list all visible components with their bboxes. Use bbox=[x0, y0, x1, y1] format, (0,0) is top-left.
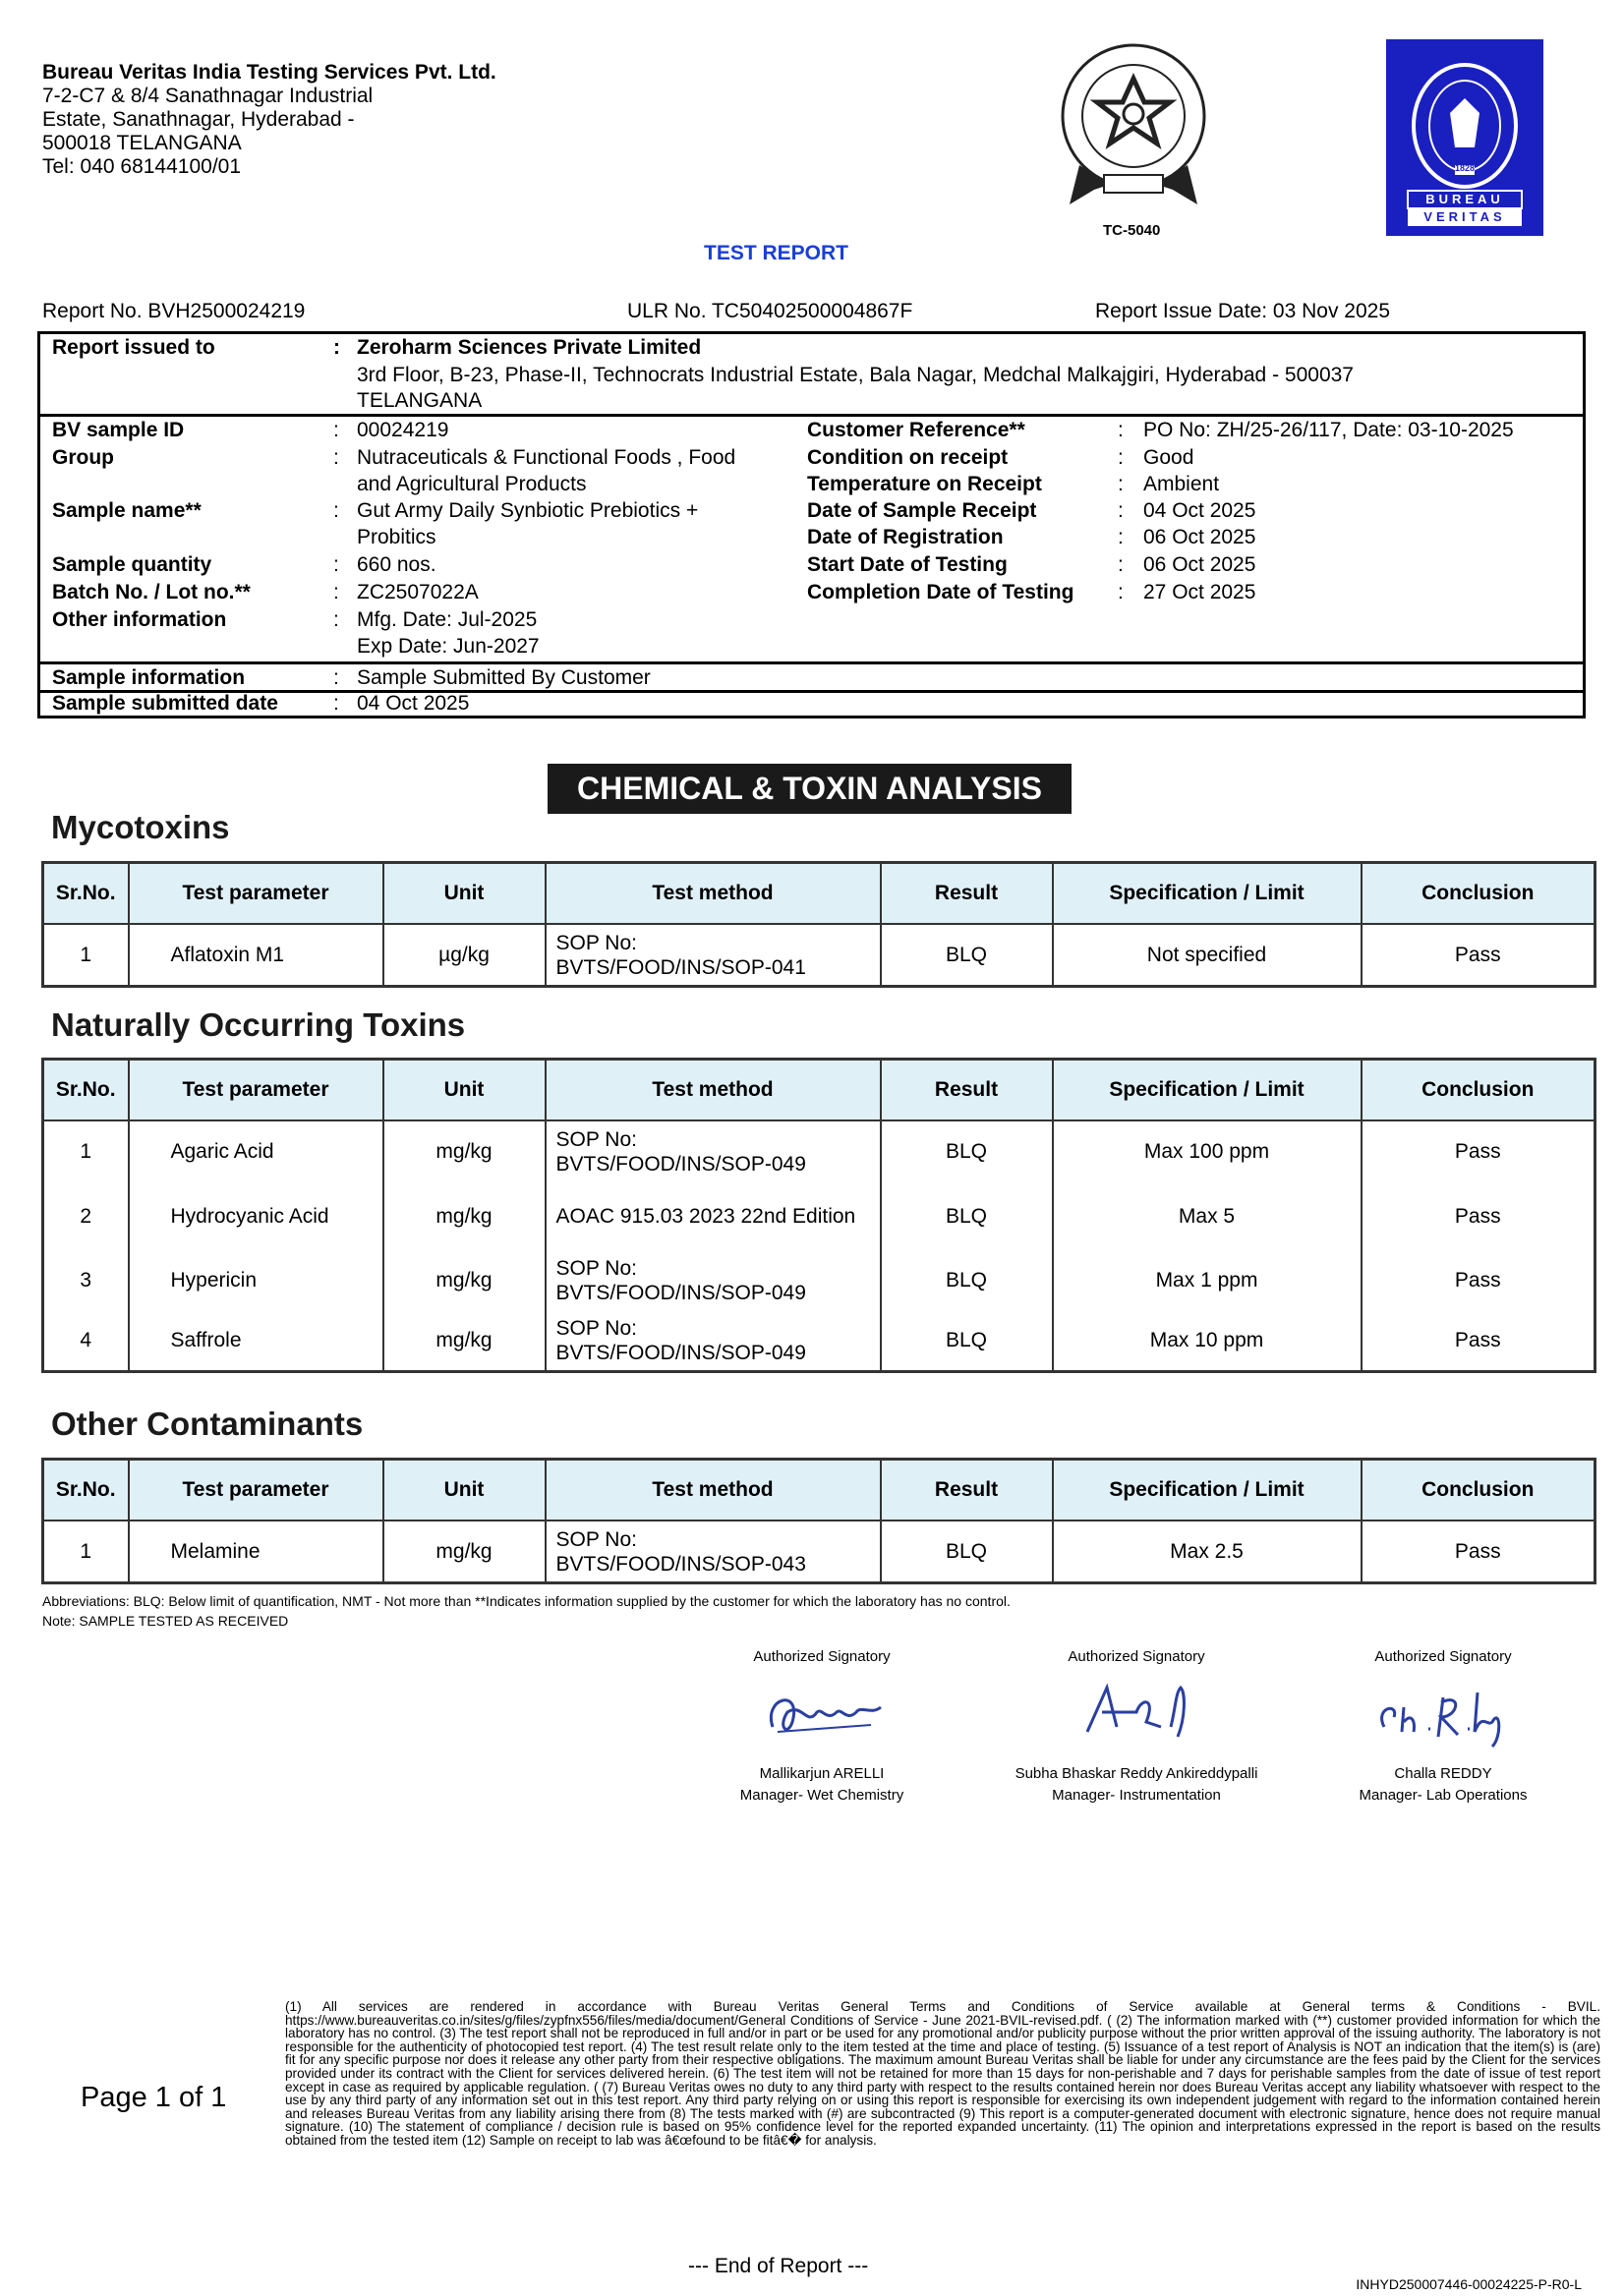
table-row bbox=[43, 924, 1595, 987]
cell-method: AOAC 915.03 2023 22nd Edition bbox=[546, 1181, 881, 1250]
colon: : bbox=[333, 608, 339, 631]
group-value: Nutraceuticals & Functional Foods , Food bbox=[357, 446, 736, 469]
cell-srno: 3 bbox=[43, 1250, 129, 1310]
cell-result: BLQ bbox=[881, 1181, 1053, 1250]
colon: : bbox=[1118, 581, 1124, 603]
note: Note: SAMPLE TESTED AS RECEIVED bbox=[42, 1613, 289, 1629]
abbreviations: Abbreviations: BLQ: Below limit of quantification, NMT - Not more than **Indicates information supplied by the customer for which the laboratory has no control. bbox=[42, 1593, 1011, 1609]
sample-name-label: Sample name** bbox=[52, 499, 202, 522]
cell-result: BLQ bbox=[881, 1310, 1053, 1372]
signature-icon bbox=[1355, 1668, 1532, 1756]
method-line-1: SOP No: bbox=[555, 1256, 637, 1280]
cell-result: BLQ bbox=[881, 1120, 1053, 1181]
table-header-row bbox=[43, 1460, 1595, 1521]
end-of-report: --- End of Report --- bbox=[688, 2255, 869, 2277]
header-conclusion: Conclusion bbox=[1362, 1460, 1595, 1521]
signatory-title: Manager- Instrumentation bbox=[1052, 1787, 1221, 1804]
header-result: Result bbox=[881, 1460, 1053, 1521]
bv-sample-id-label: BV sample ID bbox=[52, 419, 185, 441]
cell-srno: 1 bbox=[43, 924, 129, 987]
header-srno: Sr.No. bbox=[43, 1460, 129, 1521]
colon: : bbox=[333, 553, 339, 576]
other-info-label: Other information bbox=[52, 608, 227, 631]
cell-unit: mg/kg bbox=[383, 1310, 546, 1372]
terms-footnote: (1) All services are rendered in accordance with Bureau Veritas General Terms and Conditions of Service available at General terms & Conditions - BVIL. https://www.bureauveritas.co.in/sites/g/files/zypfnx556/files/media/document/General Conditions of Service - June 2021-BVIL-revised.pdf. ( (2) The information marked with (**) customer provided information for which the laboratory has no control. (3) The test report shall not be reproduced in full and/or in part or be used for any promotional and/or publicity purpose without the prior written approval of the issuing authority. The laboratory is not responsible for the authenticity of photocopied test report. (4) The test result relate only to the item tested at the time and place of testing. (5) Issuance of a test report of Analysis is NOT an indication that the item(s) is (are) fit for any specific purpose nor does it release any other party from their respective obligations. The maximum amount Bureau Veritas shall be liable for under any circumstance are the fees paid by the Client for the services provided under its contract with the Client for services delivered herein. (6) The test item will not be retained for more than 15 days for non-perishable and 7 days for perishable samples from the date of issue of test report except in case as required by applicable regulation. ( (7) Bureau Veritas owes no duty to any third party with respect to the results contained herein nor does Bureau Veritas accept any liability whatsoever with respect to the use by any third party of any information set out in this test report. Any third party relying on or using this report is responsible for exercising its own independent judgement with regard to the information contained herein and releases Bureau Veritas from any liability arising there from (8) The tests marked with (#) are subcontracted (9) This report is a computer-generated document with electronic signature, hence does not require manual signature. (10) The statement of compliance / decision rule is based on 95% confidence level for the reported expanded uncertainty. (11) The opinion and interpretations expressed in the report is based on the results obtained from the tested item (12) Sample on receipt to lab was â€œfound to be fitâ€� for analysis. bbox=[285, 1999, 1600, 2148]
sample-quantity-value: 660 nos. bbox=[357, 553, 436, 576]
header-method: Test method bbox=[546, 863, 881, 925]
registration-date-value: 06 Oct 2025 bbox=[1143, 526, 1256, 548]
signature-icon bbox=[1048, 1668, 1225, 1756]
condition-value: Good bbox=[1143, 446, 1194, 469]
table-row bbox=[43, 1120, 1595, 1181]
cell-spec: Max 10 ppm bbox=[1053, 1310, 1362, 1372]
colon: : bbox=[333, 692, 339, 715]
cell-conclusion: Pass bbox=[1362, 924, 1595, 987]
other-info-value: Mfg. Date: Jul-2025 bbox=[357, 608, 538, 631]
start-date-value: 06 Oct 2025 bbox=[1143, 553, 1256, 576]
cell-srno: 1 bbox=[43, 1120, 129, 1181]
report-issue-date: Report Issue Date: 03 Nov 2025 bbox=[1095, 300, 1391, 322]
section-banner: CHEMICAL & TOXIN ANALYSIS bbox=[548, 764, 1072, 814]
cell-unit: mg/kg bbox=[383, 1521, 546, 1583]
group-value-2: and Agricultural Products bbox=[357, 473, 587, 495]
registration-date-label: Date of Registration bbox=[807, 526, 1004, 548]
table-title: Naturally Occurring Toxins bbox=[51, 1006, 466, 1043]
cell-conclusion: Pass bbox=[1362, 1120, 1595, 1181]
cell-result: BLQ bbox=[881, 924, 1053, 987]
cell-srno: 2 bbox=[43, 1181, 129, 1250]
bureau-veritas-logo bbox=[1386, 39, 1543, 236]
header-unit: Unit bbox=[383, 863, 546, 925]
completion-date-value: 27 Oct 2025 bbox=[1143, 581, 1256, 603]
cell-spec: Max 100 ppm bbox=[1053, 1120, 1362, 1181]
table-title: Mycotoxins bbox=[51, 809, 230, 845]
colon: : bbox=[333, 336, 340, 359]
cell-parameter: Agaric Acid bbox=[129, 1120, 383, 1181]
lab-name: Bureau Veritas India Testing Services Pvt. Ltd. bbox=[42, 61, 496, 84]
lab-address-line: Estate, Sanathnagar, Hyderabad - bbox=[42, 108, 355, 131]
receipt-date-label: Date of Sample Receipt bbox=[807, 499, 1037, 522]
receipt-date-value: 04 Oct 2025 bbox=[1143, 499, 1256, 522]
colon: : bbox=[1118, 446, 1124, 469]
start-date-label: Start Date of Testing bbox=[807, 553, 1008, 576]
signatory-block bbox=[674, 1646, 969, 1807]
cell-spec: Max 1 ppm bbox=[1053, 1250, 1362, 1310]
signatory-name: Challa REDDY bbox=[1394, 1765, 1492, 1782]
cell-unit: mg/kg bbox=[383, 1120, 546, 1181]
document-id: INHYD250007446-00024225-P-R0-L bbox=[1356, 2276, 1582, 2292]
signatory-name: Subha Bhaskar Reddy Ankireddypalli bbox=[1015, 1765, 1258, 1782]
other-contaminants-table bbox=[41, 1458, 1596, 1584]
header-unit: Unit bbox=[383, 1060, 546, 1121]
header-srno: Sr.No. bbox=[43, 1060, 129, 1121]
sample-name-value: Gut Army Daily Synbiotic Prebiotics + bbox=[357, 499, 699, 522]
mycotoxins-table bbox=[41, 861, 1596, 988]
cell-conclusion: Pass bbox=[1362, 1521, 1595, 1583]
header-spec: Specification / Limit bbox=[1053, 1060, 1362, 1121]
method-line-1: SOP No: bbox=[555, 1127, 637, 1151]
colon: : bbox=[333, 581, 339, 603]
colon: : bbox=[1118, 526, 1124, 548]
batch-value: ZC2507022A bbox=[357, 581, 479, 603]
report-title: TEST REPORT bbox=[704, 242, 849, 264]
header-spec: Specification / Limit bbox=[1053, 863, 1362, 925]
customer-reference-value: PO No: ZH/25-26/117, Date: 03-10-2025 bbox=[1143, 419, 1514, 441]
header-spec: Specification / Limit bbox=[1053, 1460, 1362, 1521]
cell-parameter: Melamine bbox=[129, 1521, 383, 1583]
condition-label: Condition on receipt bbox=[807, 446, 1009, 469]
header-srno: Sr.No. bbox=[43, 863, 129, 925]
method-line-1: SOP No: bbox=[555, 1527, 637, 1551]
accreditation-code: TC-5040 bbox=[1103, 222, 1161, 239]
table-row bbox=[43, 1521, 1595, 1583]
signatory-role: Authorized Signatory bbox=[753, 1648, 891, 1665]
header-conclusion: Conclusion bbox=[1362, 863, 1595, 925]
table-row bbox=[43, 1250, 1595, 1310]
report-number: Report No. BVH2500024219 bbox=[42, 300, 306, 322]
sample-quantity-label: Sample quantity bbox=[52, 553, 212, 576]
cell-method bbox=[546, 1310, 881, 1372]
logo-text-bureau: BUREAU bbox=[1425, 192, 1504, 206]
logo-year: 1828 bbox=[1454, 163, 1476, 173]
signatory-title: Manager- Lab Operations bbox=[1359, 1787, 1528, 1804]
sample-information-value: Sample Submitted By Customer bbox=[357, 666, 651, 689]
cell-method bbox=[546, 924, 881, 987]
sample-info-box bbox=[37, 331, 1586, 718]
temperature-value: Ambient bbox=[1143, 473, 1220, 495]
cell-conclusion: Pass bbox=[1362, 1181, 1595, 1250]
method-line-2: BVTS/FOOD/INS/SOP-049 bbox=[555, 1341, 806, 1364]
signatory-role: Authorized Signatory bbox=[1374, 1648, 1512, 1665]
cell-unit: mg/kg bbox=[383, 1250, 546, 1310]
table-row bbox=[43, 1310, 1595, 1372]
abbreviations-note bbox=[42, 1591, 1011, 1631]
method-line-2: BVTS/FOOD/INS/SOP-049 bbox=[555, 1281, 806, 1304]
cell-spec: Not specified bbox=[1053, 924, 1362, 987]
table-header-row bbox=[43, 863, 1595, 925]
header-parameter: Test parameter bbox=[129, 1060, 383, 1121]
cell-result: BLQ bbox=[881, 1250, 1053, 1310]
method-line-2: BVTS/FOOD/INS/SOP-041 bbox=[555, 955, 806, 979]
method-line-2: BVTS/FOOD/INS/SOP-043 bbox=[555, 1552, 806, 1576]
header-parameter: Test parameter bbox=[129, 863, 383, 925]
cell-unit: mg/kg bbox=[383, 1181, 546, 1250]
colon: : bbox=[333, 446, 339, 469]
natural-toxins-table bbox=[41, 1058, 1596, 1373]
cell-parameter: Hypericin bbox=[129, 1250, 383, 1310]
logo-text-veritas: VERITAS bbox=[1423, 209, 1506, 224]
colon: : bbox=[1118, 499, 1124, 522]
cell-spec: Max 2.5 bbox=[1053, 1521, 1362, 1583]
divider bbox=[40, 661, 1583, 664]
issued-to-address: 3rd Floor, B-23, Phase-II, Technocrats Industrial Estate, Bala Nagar, Medchal Malkajgiri, Hyderabad - 500037 bbox=[357, 364, 1354, 386]
table-row bbox=[43, 1181, 1595, 1250]
issued-to-company: Zeroharm Sciences Private Limited bbox=[357, 336, 702, 359]
signatory-name: Mallikarjun ARELLI bbox=[759, 1765, 885, 1782]
sample-information-label: Sample information bbox=[52, 666, 246, 689]
method-line-2: BVTS/FOOD/INS/SOP-049 bbox=[555, 1152, 806, 1176]
header-method: Test method bbox=[546, 1060, 881, 1121]
lab-address-line: 7-2-C7 & 8/4 Sanathnagar Industrial bbox=[42, 85, 374, 107]
colon: : bbox=[333, 666, 339, 689]
cell-method bbox=[546, 1120, 881, 1181]
accreditation-seal-icon bbox=[1050, 37, 1217, 214]
bv-sample-id-value: 00024219 bbox=[357, 419, 449, 441]
table-header-row bbox=[43, 1060, 1595, 1121]
header-conclusion: Conclusion bbox=[1362, 1060, 1595, 1121]
method-line-1: SOP No: bbox=[555, 931, 637, 954]
colon: : bbox=[1118, 473, 1124, 495]
page-number: Page 1 of 1 bbox=[81, 2082, 227, 2113]
temperature-label: Temperature on Receipt bbox=[807, 473, 1042, 495]
signature-icon bbox=[733, 1668, 910, 1756]
submitted-date-label: Sample submitted date bbox=[52, 692, 278, 715]
cell-parameter: Saffrole bbox=[129, 1310, 383, 1372]
cell-method bbox=[546, 1250, 881, 1310]
completion-date-label: Completion Date of Testing bbox=[807, 581, 1074, 603]
issued-to-state: TELANGANA bbox=[357, 389, 483, 412]
cell-unit: µg/kg bbox=[383, 924, 546, 987]
table-title: Other Contaminants bbox=[51, 1406, 364, 1442]
header-parameter: Test parameter bbox=[129, 1460, 383, 1521]
cell-srno: 1 bbox=[43, 1521, 129, 1583]
cell-result: BLQ bbox=[881, 1521, 1053, 1583]
lab-address-line: 500018 TELANGANA bbox=[42, 132, 242, 154]
lab-phone: Tel: 040 68144100/01 bbox=[42, 155, 242, 178]
signatory-block bbox=[1296, 1646, 1591, 1807]
cell-parameter: Hydrocyanic Acid bbox=[129, 1181, 383, 1250]
signatory-block bbox=[979, 1646, 1294, 1807]
colon: : bbox=[1118, 553, 1124, 576]
cell-spec: Max 5 bbox=[1053, 1181, 1362, 1250]
cell-parameter: Aflatoxin M1 bbox=[129, 924, 383, 987]
sample-name-value-2: Probitics bbox=[357, 526, 436, 548]
colon: : bbox=[333, 499, 339, 522]
header-unit: Unit bbox=[383, 1460, 546, 1521]
submitted-date-value: 04 Oct 2025 bbox=[357, 692, 470, 715]
signatory-role: Authorized Signatory bbox=[1068, 1648, 1205, 1665]
header-method: Test method bbox=[546, 1460, 881, 1521]
signatory-title: Manager- Wet Chemistry bbox=[739, 1787, 904, 1804]
cell-conclusion: Pass bbox=[1362, 1250, 1595, 1310]
cell-conclusion: Pass bbox=[1362, 1310, 1595, 1372]
header-result: Result bbox=[881, 1060, 1053, 1121]
cell-method bbox=[546, 1521, 881, 1583]
cell-srno: 4 bbox=[43, 1310, 129, 1372]
colon: : bbox=[1118, 419, 1124, 441]
other-info-value-2: Exp Date: Jun-2027 bbox=[357, 635, 540, 658]
header-result: Result bbox=[881, 863, 1053, 925]
group-label: Group bbox=[52, 446, 114, 469]
customer-reference-label: Customer Reference** bbox=[807, 419, 1025, 441]
method-line-1: SOP No: bbox=[555, 1316, 637, 1340]
ulr-number: ULR No. TC50402500004867F bbox=[627, 300, 913, 322]
colon: : bbox=[333, 419, 339, 441]
issued-to-label: Report issued to bbox=[52, 336, 215, 359]
batch-label: Batch No. / Lot no.** bbox=[52, 581, 251, 603]
